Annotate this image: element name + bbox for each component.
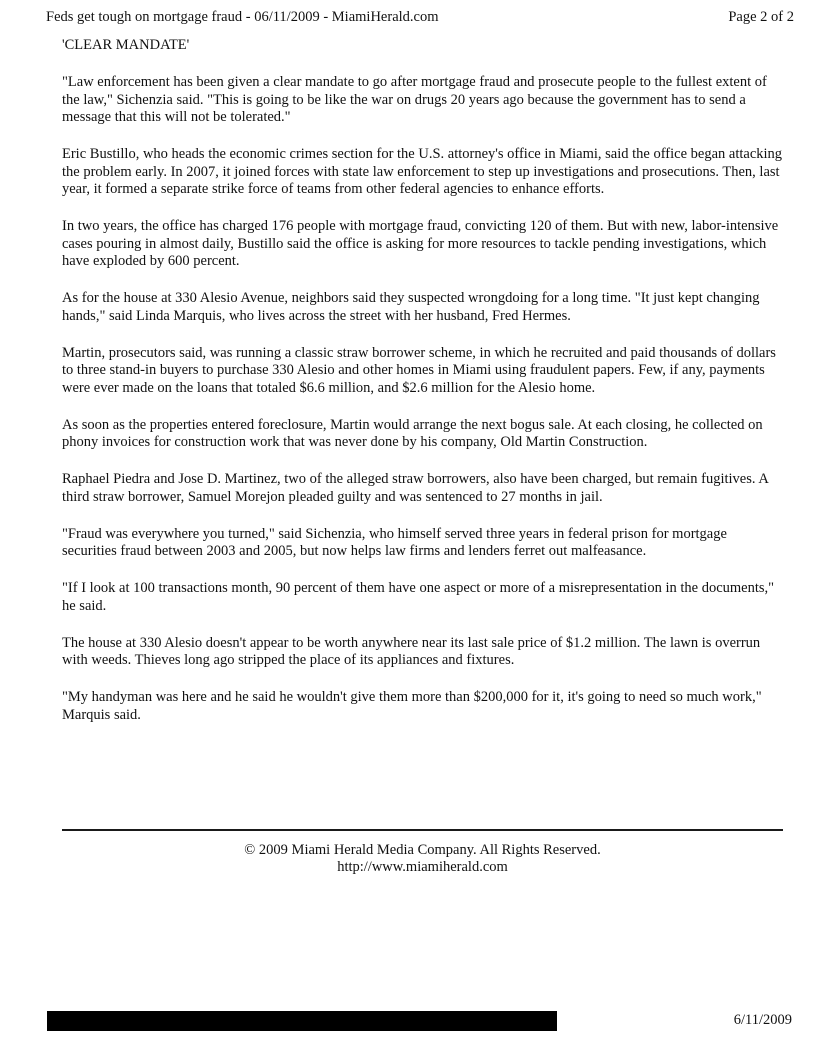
- article-paragraph-7: Raphael Piedra and Jose D. Martinez, two of the alleged straw borrowers, also have been charged, but remain fugitives. A third straw borrower, Samuel Morejon pleaded guilty and was sentenced to 27 months in jail.: [62, 471, 768, 505]
- article-paragraph-11: "My handyman was here and he said he wouldn't give them more than $200,000 for it, it's going to need so much work," Marquis said.: [62, 689, 762, 723]
- footer-url: http://www.miamiherald.com: [337, 859, 508, 875]
- article-body: [62, 74, 784, 744]
- article-paragraph-1: "Law enforcement has been given a clear mandate to go after mortgage fraud and prosecute people to the fullest extent of the law," Sichenzia said. "This is going to be like the war on drugs 20 years ago because the government has to send a message that this will not be tolerated.": [62, 74, 767, 125]
- footer-divider: [62, 829, 783, 831]
- copyright-notice: © 2009 Miami Herald Media Company. All Rights Reserved.: [244, 842, 601, 858]
- print-date: 6/11/2009: [733, 1012, 792, 1028]
- article-paragraph-3: In two years, the office has charged 176 people with mortgage fraud, convicting 120 of them. But with new, labor-intensive cases pouring in almost daily, Bustillo said the office is asking for more resources to tackle pending investigations, which have exploded by 600 percent.: [62, 218, 779, 269]
- article-paragraph-5: Martin, prosecutors said, was running a classic straw borrower scheme, in which he recruited and paid thousands of dollars to three stand-in buyers to purchase 330 Alesio and other homes in Miami using fraudulent papers. Few, if any, payments were ever made on the loans that totaled $6.6 million, and $2.6 million for the Alesio home.: [62, 344, 776, 396]
- article-paragraph-9: "If I look at 100 transactions month, 90 percent of them have one aspect or more of a misrepresentation in the documents," he said.: [62, 580, 775, 614]
- article-paragraph-2: Eric Bustillo, who heads the economic crimes section for the U.S. attorney's office in Miami, said the office began attacking the problem early. In 2007, it joined forces with state law enforcement to step up investigations and prosecutions. Then, last year, it formed a separate strike force of teams from other federal agencies to enhance efforts.: [62, 146, 783, 197]
- article-paragraph-8: "Fraud was everywhere you turned," said Sichenzia, who himself served three years in federal prison for mortgage securities fraud between 2003 and 2005, but now helps law firms and lenders ferret out malfeasance.: [62, 525, 727, 559]
- footer: [62, 842, 783, 876]
- page-number: Page 2 of 2: [728, 9, 794, 25]
- article-paragraph-10: The house at 330 Alesio doesn't appear to be worth anywhere near its last sale price of $1.2 million. The lawn is overrun with weeds. Thieves long ago stripped the place of its appliances and fixtures.: [62, 634, 761, 668]
- article-paragraph-4: As for the house at 330 Alesio Avenue, neighbors said they suspected wrongdoing for a long time. "It just kept changing hands," said Linda Marquis, who lives across the street with her husband, Fred Hermes.: [62, 290, 760, 324]
- section-subhead: 'CLEAR MANDATE': [62, 37, 190, 53]
- document-header-title: Feds get tough on mortgage fraud - 06/11/2009 - MiamiHerald.com: [46, 9, 439, 25]
- redaction-bar: [47, 1011, 557, 1031]
- article-paragraph-6: As soon as the properties entered foreclosure, Martin would arrange the next bogus sale. At each closing, he collected on phony invoices for construction work that was never done by his company, Old Martin Construction.: [62, 416, 763, 450]
